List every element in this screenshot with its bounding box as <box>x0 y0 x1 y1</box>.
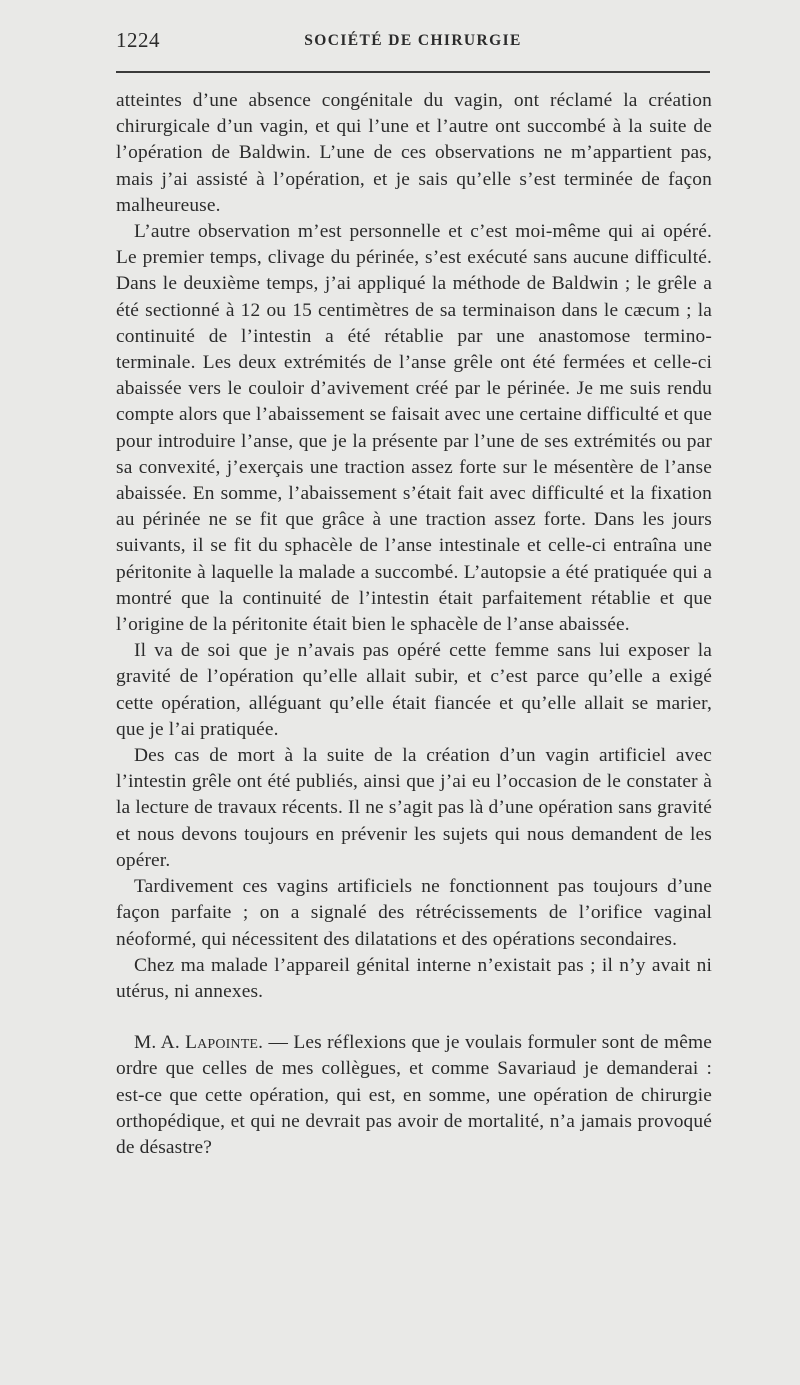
paragraph-case-report: L’autre observation m’est personnelle et c’est moi-même qui ai opéré. Le premier temps, clivage du périnée, s’est exécuté sans aucune difficulté. Dans le deuxième temps, j’ai appliqué la méthode de Baldwin ; le grêle a été sectionné à 12 ou 15 centimètres de sa terminaison dans le cæcum ; la continuité de l’intestin a été rétablie par une anastomose termino-terminale. Les deux extrémités de l’anse grêle ont été fermées et celle-ci abaissée vers le couloir d’avivement créé par le périnée. Je me suis rendu compte alors que l’abaissement se faisait avec une certaine difficulté et que pour introduire l’anse, que je la présente par l’une de ses extrémités ou par sa convexité, j’exerçais une traction assez forte sur le mésentère de l’anse abaissée. En somme, l’abaissement s’était fait avec difficulté et la fixation au périnée ne se fit que grâce à une traction assez forte. Dans les jours suivants, il se fit du sphacèle de l’anse intestinale et celle-ci entraîna une péritonite à laquelle la malade a succombé. L’autopsie a été pratiquée qui a montré que la continuité de l’intestin était parfaitement rétablie et que l’origine de la péritonite était bien le sphacèle de l’anse abaissée. <box>116 221 712 636</box>
paragraph-published-cases: Des cas de mort à la suite de la création d’un vagin artificiel avec l’intestin grêle ont été publiés, ainsi que j’ai eu l’occasion de le constater à la lecture de travaux récents. Il ne s’agit pas là d’une opération sans gravité et nous devons toujours en prévenir les sujets qui nous demandent de les opérer. <box>116 745 712 871</box>
paragraph-consent: Il va de soi que je n’avais pas opéré cette femme sans lui exposer la gravité de l’opération qu’elle allait subir, et c’est parce qu’elle a exigé cette opération, alléguant qu’elle était fiancée et qu’elle allait se marier, que je l’ai pratiquée. <box>116 640 712 740</box>
paragraph-late-complications: Tardivement ces vagins artificiels ne fonctionnent pas toujours d’une façon parfaite ; on a signalé des rétrécissements de l’orifice vaginal néoformé, qui nécessitent des dilatations et des opérations secondaires. <box>116 876 712 950</box>
running-title: SOCIÉTÉ DE CHIRURGIE <box>304 32 522 49</box>
speaker-text: — Les réflexions que je voulais formuler sont de même ordre que celles de mes collègues, et comme Savariaud je demanderai : est-ce que cette opération, qui est, en somme, une opération de chirurgie orthopédique, et qui ne devrait pas avoir de mortalité, n’a jamais provoqué de désastre? <box>116 1032 712 1158</box>
paragraph-continuation: atteintes d’une absence congénitale du vagin, ont réclamé la création chirurgicale d’un vagin, et qui l’une et l’autre ont succombé à la suite de l’opération de Baldwin. L’une de ces observations ne m’appartient pas, mais j’ai assisté à l’opération, et je sais qu’elle s’est terminée de façon malheureuse. <box>116 90 712 216</box>
speaker-name: M. A. Lapointe. <box>134 1032 264 1054</box>
page-header <box>116 28 710 54</box>
body-text <box>116 88 712 1161</box>
header-rule <box>116 71 710 73</box>
paragraph-lapointe <box>116 1030 712 1161</box>
page-number: 1224 <box>116 28 160 52</box>
paragraph-anatomy: Chez ma malade l’appareil génital interne n’existait pas ; il n’y avait ni utérus, ni annexes. <box>116 954 712 1002</box>
